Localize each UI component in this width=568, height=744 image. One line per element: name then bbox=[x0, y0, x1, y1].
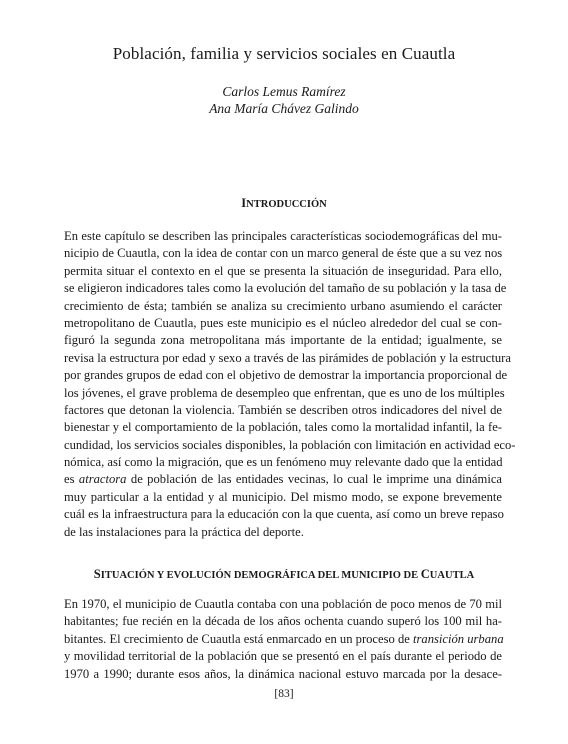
text-line: nómica, así como la migración, que es un fenómeno muy relevante dado que la entidad bbox=[64, 455, 503, 470]
text-line bbox=[64, 631, 502, 648]
text-line: y movilidad territorial de la población que se presentó en el país durante el periodo de bbox=[64, 649, 502, 664]
chapter-title: Población, familia y servicios sociales en Cuautla bbox=[112, 44, 456, 63]
text-line: bienestar y el comportamiento de la población, tales como la mortalidad infantil, la fe- bbox=[64, 420, 502, 435]
text-line: factores que detonan la violencia. También se describen otros indicadores del nivel de bbox=[64, 402, 502, 417]
author-1: Carlos Lemus Ramírez bbox=[222, 84, 346, 99]
text-line: revisa la estructura por edad y sexo a través de las pirámides de población y la estructura bbox=[64, 350, 511, 365]
text-line: habitantes; fue recién en la década de los años ochenta cuando superó los 100 mil ha- bbox=[64, 614, 502, 629]
paragraph-situacion bbox=[64, 596, 502, 683]
text-line bbox=[64, 471, 502, 488]
text-segment: de población de las entidades vecinas, lo cual le imprime una dinámica bbox=[130, 472, 502, 487]
italic-term-atractora: atractora bbox=[78, 472, 127, 487]
section-heading-text: SITUACIÓN Y EVOLUCIÓN DEMOGRÁFICA DEL MUNICIPIO DE CUAUTLA bbox=[93, 567, 475, 581]
text-segment: bitantes. El crecimiento de Cuautla está enmarcado en un proceso de bbox=[64, 631, 410, 646]
text-segment: es bbox=[64, 472, 75, 487]
text-line: de las instalaciones para la práctica del deporte. bbox=[64, 524, 304, 539]
text-line: por grandes grupos de edad con el objetivo de demostrar la importancia proporcional de bbox=[64, 368, 508, 383]
text-line: cundidad, los servicios sociales disponibles, la población con limitación en actividad eco- bbox=[64, 437, 516, 452]
text-line: crecimiento de ésta; también se analiza su crecimiento urbano asumiendo el carácter bbox=[64, 298, 502, 313]
section-heading-text: INTRODUCCIÓN bbox=[241, 196, 327, 210]
text-line: muy particular a la entidad y al municipio. Del mismo modo, se expone brevemente bbox=[64, 489, 502, 504]
paragraph-introduccion bbox=[64, 228, 516, 541]
text-line: En 1970, el municipio de Cuautla contaba con una población de poco menos de 70 mil bbox=[64, 597, 502, 611]
text-line: se eligieron indicadores tales como la evolución del tamaño de su población y la tasa de bbox=[64, 281, 507, 296]
section-heading-situacion bbox=[0, 567, 568, 582]
text-line: metropolitano de Cuautla, pues este municipio es el núcleo alrededor del cual se con- bbox=[64, 315, 502, 330]
text-line: En este capítulo se describen las principales características sociodemográficas del mu- bbox=[64, 229, 502, 243]
text-line: 1970 a 1990; durante esos años, la dinámica nacional estuvo marcada por la desace- bbox=[64, 666, 502, 681]
page-number: [83] bbox=[274, 688, 294, 700]
text-line: nicipio de Cuautla, con la idea de contar con un marco general de éste que a su vez nos bbox=[64, 246, 503, 261]
author-2: Ana María Chávez Galindo bbox=[209, 101, 359, 116]
text-line: cuál es la infraestructura para la educación con la que cuenta, así como un breve repaso bbox=[64, 507, 504, 522]
text-line: figuró la segunda zona metropolitana más importante de la entidad; igualmente, se bbox=[64, 333, 502, 348]
section-heading-introduccion bbox=[0, 196, 568, 211]
text-line: los jóvenes, el grave problema de desempleo que enfrentan, que es uno de los múltiples bbox=[64, 385, 505, 400]
text-line: permita situar el contexto en el que se presenta la situación de inseguridad. Para ello, bbox=[64, 263, 502, 278]
italic-term-transicion-urbana: transición urbana bbox=[413, 631, 504, 646]
